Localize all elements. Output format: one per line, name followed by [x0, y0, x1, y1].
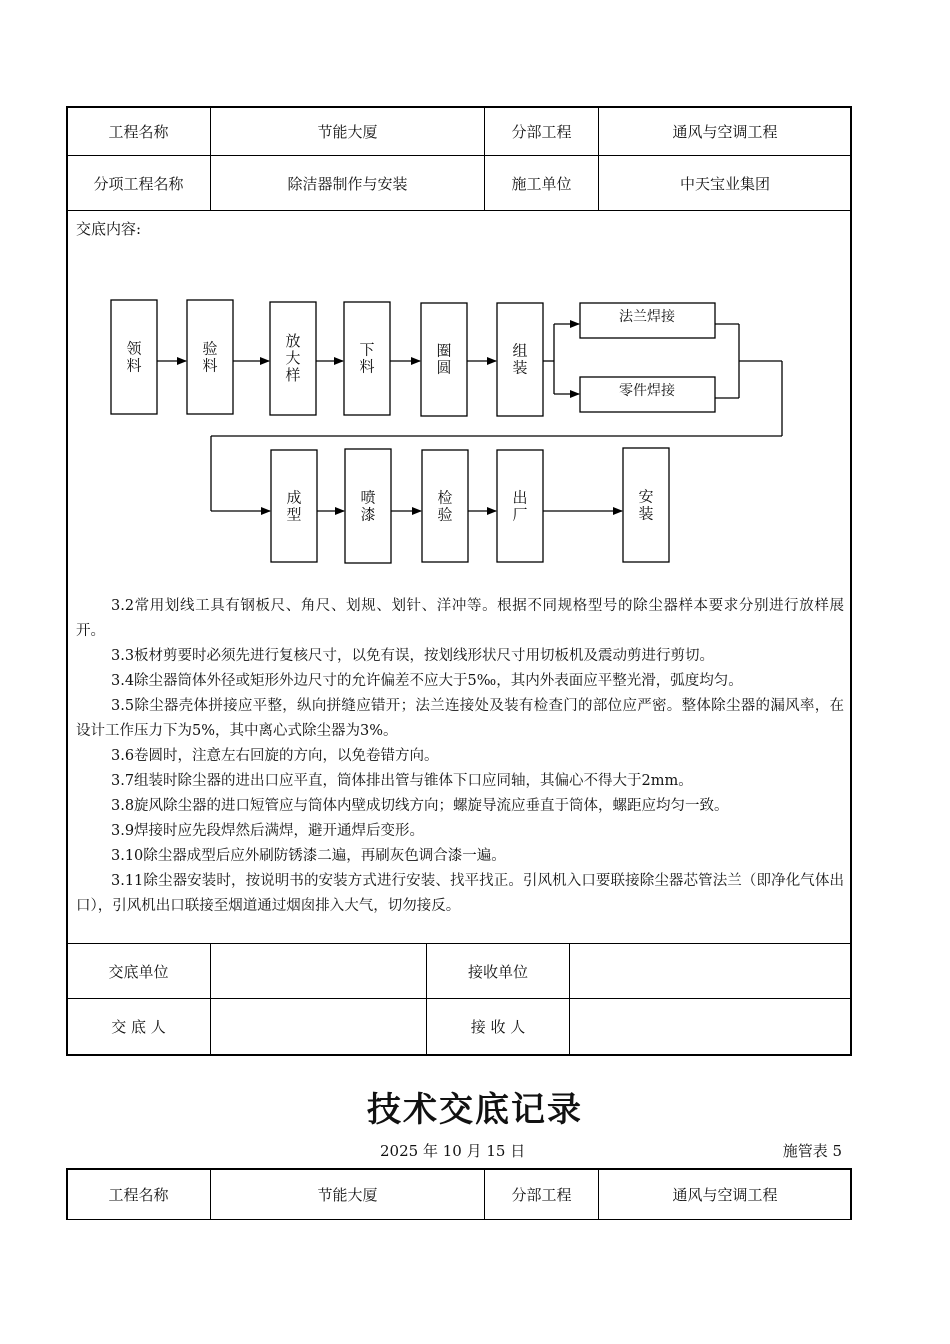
step-label-1: 验	[202, 339, 218, 358]
division-label: 分部工程	[511, 1185, 572, 1204]
receiver-value[interactable]	[570, 999, 851, 1054]
step-label-0: 料	[126, 356, 142, 375]
step-label-4: 圆	[436, 358, 452, 377]
step-label-4: 圈	[436, 341, 452, 360]
paragraph: 3.11除尘器安装时，按说明书的安装方式进行安装、找平找正。引风机入口要联接除尘器芯管法兰（即净化气体出口），引风机出口联接至烟道通过烟囱排入大气，切勿接反。	[76, 873, 844, 914]
step2-label-4: 装	[638, 504, 654, 523]
step2-label-3: 厂	[512, 505, 528, 524]
step2-label-1: 漆	[360, 505, 376, 524]
step2-label-1: 喷	[360, 488, 376, 507]
paragraph: 3.7组装时除尘器的进出口应平直，筒体排出管与锥体下口应同轴，其偏心不得大于2mm。	[111, 773, 693, 789]
paragraph: 3.3板材剪要时必须先进行复核尺寸，以免有误，按划线形状尺寸用切板机及震动剪进行剪切。	[111, 648, 715, 664]
content-label: 交底内容:	[76, 220, 142, 238]
subitem-label: 分项工程名称	[93, 174, 184, 193]
division-value: 通风与空调工程	[672, 122, 778, 141]
step-label-3: 下	[359, 340, 375, 359]
step-label-5: 组	[512, 341, 528, 360]
step2-label-4: 安	[638, 487, 654, 506]
receiving-unit-value[interactable]	[570, 944, 851, 998]
record-date: 2025 年 10 月 15 日	[380, 1142, 526, 1160]
page-title: 技术交底记录	[367, 1090, 583, 1130]
handover-unit-label: 交底单位	[108, 962, 169, 981]
step-label-1: 料	[202, 356, 218, 375]
receiver-label: 接 收 人	[470, 1018, 526, 1036]
subitem-value: 除洁器制作与安装	[287, 174, 408, 193]
process-flowchart	[66, 290, 852, 570]
step-label-2: 大	[285, 349, 301, 367]
step2-label-2: 验	[437, 505, 453, 524]
branch-label-0: 法兰焊接	[619, 309, 675, 325]
contractor-value: 中天宝业集团	[679, 174, 770, 193]
receiving-unit-label: 接收单位	[467, 962, 528, 981]
paragraph: 3.2常用划线工具有钢板尺、角尺、划规、划针、洋冲等。根据不同规格型号的除尘器样本要求分别进行放样展开。	[76, 598, 844, 639]
step2-label-0: 成	[286, 488, 302, 507]
paragraph: 3.10除尘器成型后应外刷防锈漆二遍，再刷灰色调合漆一遍。	[111, 848, 506, 864]
branch-label-1: 零件焊接	[619, 383, 675, 399]
division-label: 分部工程	[511, 122, 572, 141]
project-name-value: 节能大厦	[317, 1185, 378, 1204]
step-label-3: 料	[359, 357, 375, 376]
step2-label-2: 检	[437, 488, 453, 507]
paragraph: 3.5除尘器壳体拼接应平整，纵向拼缝应错开；法兰连接处及装有检查门的部位应严密。整体除尘器的漏风率，在设计工作压力下为5%，其中离心式除尘器为3%。	[76, 698, 844, 739]
step-label-0: 领	[126, 339, 142, 358]
handover-person-value[interactable]	[211, 999, 426, 1054]
paragraph: 3.8旋风除尘器的进口短管应与筒体内壁成切线方向；螺旋导流应垂直于筒体，螺距应均匀一致。	[111, 798, 729, 814]
project-name-label: 工程名称	[108, 1185, 169, 1204]
step-label-5: 装	[512, 358, 528, 377]
division-value: 通风与空调工程	[672, 1185, 778, 1204]
step-label-2: 样	[285, 366, 301, 384]
paragraph: 3.6卷圆时，注意左右回旋的方向，以免卷错方向。	[111, 748, 439, 764]
step-label-2: 放	[285, 332, 301, 350]
paragraph: 3.4除尘器筒体外径或矩形外边尺寸的允许偏差不应大于5‰，其内外表面应平整光滑，弧度均匀。	[111, 673, 743, 689]
form-number: 施管表 5	[782, 1142, 842, 1160]
handover-unit-value[interactable]	[211, 944, 426, 998]
step2-label-0: 型	[286, 505, 302, 524]
step2-label-3: 出	[512, 488, 528, 507]
project-name-label: 工程名称	[108, 122, 169, 141]
contractor-label: 施工单位	[511, 174, 572, 193]
paragraph: 3.9焊接时应先段焊然后满焊，避开通焊后变形。	[111, 823, 425, 839]
procedure-text	[76, 594, 844, 919]
handover-person-label: 交 底 人	[111, 1018, 166, 1036]
table-rule	[67, 210, 851, 211]
project-name-value: 节能大厦	[317, 122, 378, 141]
